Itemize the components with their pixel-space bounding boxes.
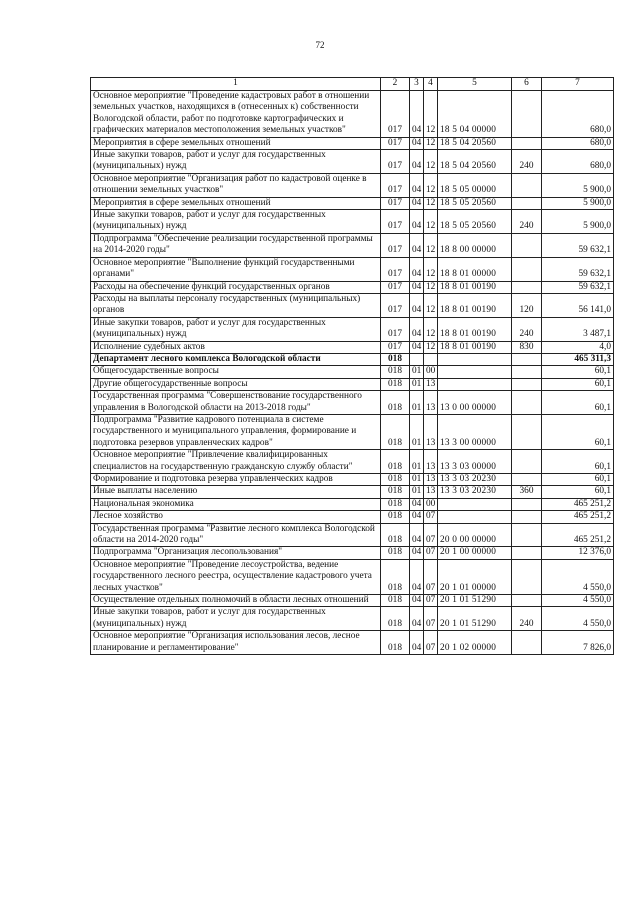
section-code-cell: 04 xyxy=(410,150,424,174)
expense-type-cell xyxy=(512,559,542,594)
item-name-cell: Подпрограмма "Обеспечение реализации государственной программы на 2014-2020 годы" xyxy=(91,233,381,257)
expense-type-cell: 240 xyxy=(512,150,542,174)
grbs-code-cell: 018 xyxy=(381,391,410,415)
target-article-cell: 13 3 03 20230 xyxy=(438,486,512,498)
expense-type-cell xyxy=(512,257,542,281)
expense-type-cell xyxy=(512,474,542,486)
expense-type-cell xyxy=(512,547,542,559)
item-name-cell: Другие общегосударственные вопросы xyxy=(91,378,381,390)
grbs-code-cell: 018 xyxy=(381,607,410,631)
expense-type-cell xyxy=(512,414,542,449)
table-row xyxy=(91,595,614,607)
amount-cell: 60,1 xyxy=(542,378,614,390)
section-code-cell: 04 xyxy=(410,341,424,353)
grbs-code-cell: 017 xyxy=(381,317,410,341)
table-row xyxy=(91,137,614,149)
amount-cell: 465 251,2 xyxy=(542,498,614,510)
section-code-cell: 04 xyxy=(410,210,424,234)
table-header-row xyxy=(91,78,614,91)
amount-cell: 59 632,1 xyxy=(542,281,614,293)
expense-type-cell xyxy=(512,595,542,607)
target-article-cell: 20 0 00 00000 xyxy=(438,523,512,547)
table-row xyxy=(91,173,614,197)
section-code-cell: 01 xyxy=(410,486,424,498)
item-name-cell: Национальная экономика xyxy=(91,498,381,510)
grbs-code-cell: 017 xyxy=(381,257,410,281)
grbs-code-cell: 017 xyxy=(381,91,410,138)
expense-type-cell xyxy=(512,511,542,523)
grbs-code-cell: 018 xyxy=(381,498,410,510)
table-row xyxy=(91,341,614,353)
section-code-cell: 01 xyxy=(410,414,424,449)
grbs-code-cell: 018 xyxy=(381,353,410,365)
subsection-code-cell: 13 xyxy=(424,391,438,415)
subsection-code-cell: 12 xyxy=(424,341,438,353)
target-article-cell: 18 5 05 20560 xyxy=(438,197,512,209)
item-name-cell: Департамент лесного комплекса Вологодской области xyxy=(91,353,381,365)
subsection-code-cell: 13 xyxy=(424,414,438,449)
item-name-cell: Иные закупки товаров, работ и услуг для государственных (муниципальных) нужд xyxy=(91,150,381,174)
section-code-cell: 04 xyxy=(410,293,424,317)
item-name-cell: Иные закупки товаров, работ и услуг для государственных (муниципальных) нужд xyxy=(91,607,381,631)
amount-cell: 12 376,0 xyxy=(542,547,614,559)
target-article-cell xyxy=(438,511,512,523)
table-row xyxy=(91,210,614,234)
table-row xyxy=(91,450,614,474)
grbs-code-cell: 017 xyxy=(381,137,410,149)
grbs-code-cell: 018 xyxy=(381,486,410,498)
header-cell: 2 xyxy=(381,78,410,91)
grbs-code-cell: 018 xyxy=(381,474,410,486)
section-code-cell: 04 xyxy=(410,607,424,631)
item-name-cell: Основное мероприятие "Выполнение функций государственными органами" xyxy=(91,257,381,281)
subsection-code-cell: 07 xyxy=(424,595,438,607)
section-code-cell: 01 xyxy=(410,366,424,378)
grbs-code-cell: 018 xyxy=(381,547,410,559)
subsection-code-cell: 07 xyxy=(424,607,438,631)
grbs-code-cell: 017 xyxy=(381,281,410,293)
item-name-cell: Формирование и подготовка резерва управленческих кадров xyxy=(91,474,381,486)
subsection-code-cell: 12 xyxy=(424,293,438,317)
subsection-code-cell: 12 xyxy=(424,210,438,234)
target-article-cell xyxy=(438,498,512,510)
subsection-code-cell: 12 xyxy=(424,150,438,174)
amount-cell: 4 550,0 xyxy=(542,607,614,631)
item-name-cell: Лесное хозяйство xyxy=(91,511,381,523)
target-article-cell: 18 8 01 00000 xyxy=(438,257,512,281)
expense-type-cell: 240 xyxy=(512,317,542,341)
target-article-cell: 18 5 04 20560 xyxy=(438,137,512,149)
expense-type-cell: 240 xyxy=(512,210,542,234)
subsection-code-cell: 07 xyxy=(424,523,438,547)
amount-cell: 4 550,0 xyxy=(542,595,614,607)
amount-cell: 60,1 xyxy=(542,414,614,449)
expense-type-cell: 360 xyxy=(512,486,542,498)
expense-type-cell: 120 xyxy=(512,293,542,317)
grbs-code-cell: 018 xyxy=(381,631,410,655)
expense-type-cell xyxy=(512,173,542,197)
table-row xyxy=(91,511,614,523)
amount-cell: 4,0 xyxy=(542,341,614,353)
target-article-cell: 13 3 00 00000 xyxy=(438,414,512,449)
subsection-code-cell xyxy=(424,353,438,365)
grbs-code-cell: 018 xyxy=(381,595,410,607)
item-name-cell: Осуществление отдельных полномочий в области лесных отношений xyxy=(91,595,381,607)
table-row xyxy=(91,257,614,281)
section-code-cell: 04 xyxy=(410,523,424,547)
table-row xyxy=(91,547,614,559)
expense-type-cell xyxy=(512,91,542,138)
item-name-cell: Мероприятия в сфере земельных отношений xyxy=(91,137,381,149)
amount-cell: 4 550,0 xyxy=(542,559,614,594)
table-row xyxy=(91,317,614,341)
header-cell: 1 xyxy=(91,78,381,91)
table-row xyxy=(91,353,614,365)
expense-type-cell xyxy=(512,353,542,365)
amount-cell: 3 487,1 xyxy=(542,317,614,341)
grbs-code-cell: 017 xyxy=(381,233,410,257)
subsection-code-cell: 13 xyxy=(424,450,438,474)
section-code-cell: 04 xyxy=(410,317,424,341)
item-name-cell: Расходы на обеспечение функций государственных органов xyxy=(91,281,381,293)
table-row xyxy=(91,607,614,631)
header-cell: 7 xyxy=(542,78,614,91)
table-row xyxy=(91,414,614,449)
grbs-code-cell: 017 xyxy=(381,210,410,234)
subsection-code-cell: 12 xyxy=(424,137,438,149)
expense-type-cell xyxy=(512,391,542,415)
grbs-code-cell: 018 xyxy=(381,366,410,378)
section-code-cell: 04 xyxy=(410,498,424,510)
grbs-code-cell: 017 xyxy=(381,150,410,174)
grbs-code-cell: 018 xyxy=(381,378,410,390)
table-row xyxy=(91,378,614,390)
table-row xyxy=(91,559,614,594)
target-article-cell: 20 1 00 00000 xyxy=(438,547,512,559)
target-article-cell: 18 8 01 00190 xyxy=(438,293,512,317)
expense-type-cell: 240 xyxy=(512,607,542,631)
expense-type-cell xyxy=(512,366,542,378)
expense-type-cell xyxy=(512,631,542,655)
target-article-cell: 18 8 01 00190 xyxy=(438,281,512,293)
item-name-cell: Основное мероприятие "Проведение лесоустройства, ведение государственного лесного реестра, осуществление кадастрового учета лесных участков" xyxy=(91,559,381,594)
target-article-cell: 13 3 03 20230 xyxy=(438,474,512,486)
target-article-cell: 20 1 01 51290 xyxy=(438,607,512,631)
section-code-cell: 04 xyxy=(410,595,424,607)
header-cell: 6 xyxy=(512,78,542,91)
target-article-cell: 18 8 01 00190 xyxy=(438,341,512,353)
amount-cell: 60,1 xyxy=(542,474,614,486)
amount-cell: 56 141,0 xyxy=(542,293,614,317)
amount-cell: 465 311,3 xyxy=(542,353,614,365)
target-article-cell: 18 8 00 00000 xyxy=(438,233,512,257)
page-number: 72 xyxy=(315,40,325,50)
amount-cell: 59 632,1 xyxy=(542,233,614,257)
table-row xyxy=(91,486,614,498)
expense-type-cell xyxy=(512,137,542,149)
amount-cell: 5 900,0 xyxy=(542,173,614,197)
budget-table xyxy=(90,77,614,655)
section-code-cell: 04 xyxy=(410,91,424,138)
section-code-cell: 04 xyxy=(410,173,424,197)
section-code-cell: 04 xyxy=(410,197,424,209)
target-article-cell: 18 8 01 00190 xyxy=(438,317,512,341)
section-code-cell: 04 xyxy=(410,233,424,257)
target-article-cell: 13 0 00 00000 xyxy=(438,391,512,415)
expense-type-cell xyxy=(512,498,542,510)
table-row xyxy=(91,233,614,257)
item-name-cell: Иные выплаты населению xyxy=(91,486,381,498)
header-cell: 3 xyxy=(410,78,424,91)
item-name-cell: Основное мероприятие "Привлечение квалифицированных специалистов на государственную гражданскую службу области" xyxy=(91,450,381,474)
subsection-code-cell: 13 xyxy=(424,474,438,486)
table-row xyxy=(91,91,614,138)
expense-type-cell xyxy=(512,197,542,209)
section-code-cell: 01 xyxy=(410,378,424,390)
subsection-code-cell: 07 xyxy=(424,547,438,559)
target-article-cell: 18 5 04 20560 xyxy=(438,150,512,174)
amount-cell: 60,1 xyxy=(542,450,614,474)
table-row xyxy=(91,281,614,293)
section-code-cell: 04 xyxy=(410,547,424,559)
subsection-code-cell: 00 xyxy=(424,366,438,378)
amount-cell: 465 251,2 xyxy=(542,511,614,523)
target-article-cell: 20 1 01 51290 xyxy=(438,595,512,607)
section-code-cell: 04 xyxy=(410,137,424,149)
target-article-cell: 18 5 05 00000 xyxy=(438,173,512,197)
item-name-cell: Государственная программа "Развитие лесного комплекса Вологодской области на 2014-2020 годы" xyxy=(91,523,381,547)
table-row xyxy=(91,523,614,547)
table-row xyxy=(91,366,614,378)
subsection-code-cell: 13 xyxy=(424,486,438,498)
subsection-code-cell: 13 xyxy=(424,378,438,390)
amount-cell: 5 900,0 xyxy=(542,197,614,209)
table-row xyxy=(91,293,614,317)
subsection-code-cell: 12 xyxy=(424,281,438,293)
table-row xyxy=(91,498,614,510)
target-article-cell: 20 1 01 00000 xyxy=(438,559,512,594)
section-code-cell: 01 xyxy=(410,474,424,486)
subsection-code-cell: 12 xyxy=(424,317,438,341)
amount-cell: 680,0 xyxy=(542,91,614,138)
table-row xyxy=(91,150,614,174)
table-row xyxy=(91,197,614,209)
item-name-cell: Общегосударственные вопросы xyxy=(91,366,381,378)
subsection-code-cell: 12 xyxy=(424,257,438,281)
section-code-cell: 04 xyxy=(410,559,424,594)
table-row xyxy=(91,391,614,415)
section-code-cell: 04 xyxy=(410,257,424,281)
subsection-code-cell: 00 xyxy=(424,498,438,510)
section-code-cell: 01 xyxy=(410,450,424,474)
amount-cell: 7 826,0 xyxy=(542,631,614,655)
amount-cell: 60,1 xyxy=(542,366,614,378)
target-article-cell: 18 5 05 20560 xyxy=(438,210,512,234)
subsection-code-cell: 07 xyxy=(424,559,438,594)
target-article-cell: 18 5 04 00000 xyxy=(438,91,512,138)
expense-type-cell xyxy=(512,281,542,293)
grbs-code-cell: 017 xyxy=(381,197,410,209)
expense-type-cell: 830 xyxy=(512,341,542,353)
header-cell: 4 xyxy=(424,78,438,91)
subsection-code-cell: 12 xyxy=(424,197,438,209)
amount-cell: 680,0 xyxy=(542,150,614,174)
item-name-cell: Исполнение судебных актов xyxy=(91,341,381,353)
item-name-cell: Иные закупки товаров, работ и услуг для государственных (муниципальных) нужд xyxy=(91,210,381,234)
table-row xyxy=(91,474,614,486)
grbs-code-cell: 018 xyxy=(381,414,410,449)
grbs-code-cell: 018 xyxy=(381,450,410,474)
subsection-code-cell: 12 xyxy=(424,91,438,138)
item-name-cell: Основное мероприятие "Организация использования лесов, лесное планирование и регламентирование" xyxy=(91,631,381,655)
subsection-code-cell: 12 xyxy=(424,233,438,257)
target-article-cell xyxy=(438,366,512,378)
amount-cell: 59 632,1 xyxy=(542,257,614,281)
section-code-cell: 04 xyxy=(410,511,424,523)
item-name-cell: Государственная программа "Совершенствование государственного управления в Вологодской области на 2013-2018 годы" xyxy=(91,391,381,415)
item-name-cell: Основное мероприятие "Организация работ по кадастровой оценке в отношении земельных участков" xyxy=(91,173,381,197)
item-name-cell: Иные закупки товаров, работ и услуг для государственных (муниципальных) нужд xyxy=(91,317,381,341)
item-name-cell: Основное мероприятие "Проведение кадастровых работ в отношении земельных участков, находящихся в (отнесенных к) собственности Вологодской области, работ по подготовке картографических и графических материалов местоположения земельных участков" xyxy=(91,91,381,138)
table-row xyxy=(91,631,614,655)
grbs-code-cell: 018 xyxy=(381,523,410,547)
subsection-code-cell: 07 xyxy=(424,631,438,655)
target-article-cell xyxy=(438,378,512,390)
amount-cell: 465 251,2 xyxy=(542,523,614,547)
target-article-cell: 13 3 03 00000 xyxy=(438,450,512,474)
amount-cell: 680,0 xyxy=(542,137,614,149)
subsection-code-cell: 12 xyxy=(424,173,438,197)
amount-cell: 60,1 xyxy=(542,486,614,498)
section-code-cell xyxy=(410,353,424,365)
target-article-cell xyxy=(438,353,512,365)
section-code-cell: 04 xyxy=(410,631,424,655)
expense-type-cell xyxy=(512,523,542,547)
expense-type-cell xyxy=(512,233,542,257)
amount-cell: 5 900,0 xyxy=(542,210,614,234)
grbs-code-cell: 017 xyxy=(381,341,410,353)
item-name-cell: Расходы на выплаты персоналу государственных (муниципальных) органов xyxy=(91,293,381,317)
grbs-code-cell: 018 xyxy=(381,511,410,523)
grbs-code-cell: 018 xyxy=(381,559,410,594)
item-name-cell: Подпрограмма "Развитие кадрового потенциала в системе государственного и муниципального управления, формирование и подготовка резервов управленческих кадров" xyxy=(91,414,381,449)
grbs-code-cell: 017 xyxy=(381,293,410,317)
expense-type-cell xyxy=(512,378,542,390)
grbs-code-cell: 017 xyxy=(381,173,410,197)
item-name-cell: Подпрограмма "Организация лесопользования" xyxy=(91,547,381,559)
section-code-cell: 04 xyxy=(410,281,424,293)
header-cell: 5 xyxy=(438,78,512,91)
target-article-cell: 20 1 02 00000 xyxy=(438,631,512,655)
amount-cell: 60,1 xyxy=(542,391,614,415)
expense-type-cell xyxy=(512,450,542,474)
section-code-cell: 01 xyxy=(410,391,424,415)
item-name-cell: Мероприятия в сфере земельных отношений xyxy=(91,197,381,209)
subsection-code-cell: 07 xyxy=(424,511,438,523)
